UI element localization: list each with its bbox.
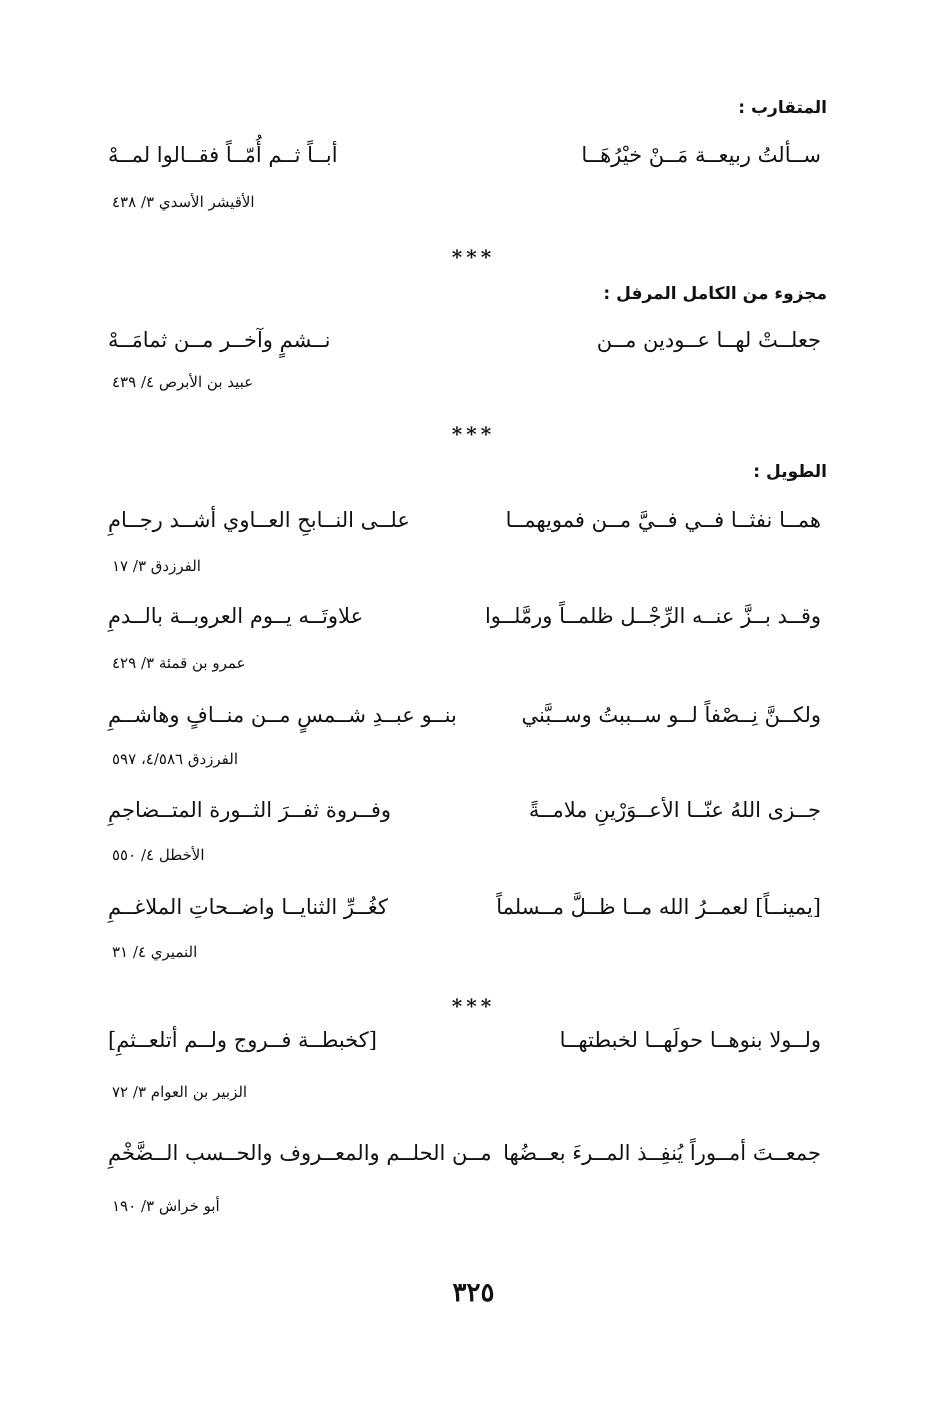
verse-second-hemistich: كغُــرِّ الثنايــا واضــحاتِ الملاغــمِ [108,895,388,919]
verse-second-hemistich: أبــاً ثــم أُمّــاً فقــالوا لمــهْ [108,143,338,167]
verse-first-hemistich: وقــد بــزَّ عنــه الرِّجْــل ظلمــاً ورمَّلــوا [484,604,821,628]
verse-first-hemistich: ولــولا بنوهــا حولَهــا لخبطتهــا [559,1028,821,1052]
verse-second-hemistich: بنــو عبــدِ شــمسٍ مــن منــافٍ وهاشــمِ [108,703,457,727]
verse-second-hemistich: وفــروة ثفــرَ الثــورة المتــضاجمِ [108,798,392,822]
verse-second-hemistich: [كخبطــة فــروج ولــم أتلعــثمِ] [108,1028,377,1052]
verse-second-hemistich: علــى النــابحِ العــاوي أشــد رجــامِ [108,508,410,532]
meter-heading-mutaqarib: المتقارب : [738,98,827,118]
section-separator: *** [451,994,496,1018]
verse-first-hemistich: ســألتُ ربيعــة مَــنْ خيْرُهَــا [581,143,821,167]
verse-source: الأقيشر الأسدي ٣/ ٤٣٨ [112,193,255,211]
verse-source: عبيد بن الأبرص ٤/ ٤٣٩ [112,373,254,391]
verse-first-hemistich: همــا نفثــا فــي فــيَّ مــن فمويهمــا [505,508,821,532]
section-separator: *** [451,245,496,269]
meter-heading-tawil: الطويل : [753,462,827,482]
verse-first-hemistich: ولكــنَّ نِــصْفاً لــو ســببتُ وســبَّني [521,703,821,727]
verse-source: الزبير بن العوام ٣/ ٧٢ [112,1083,248,1101]
section-separator: *** [451,422,496,446]
verse-source: أبو خراش ٣/ ١٩٠ [112,1197,220,1215]
verse-source: الفرزدق ٣/ ١٧ [112,557,201,575]
verse-first-hemistich: جعلــتْ لهــا عــودين مــن [596,328,821,352]
verse-source: الفرزدق ٤/٥٨٦، ٥٩٧ [112,750,238,768]
verse-first-hemistich: جمعــتَ أمــوراً يُنفِــذ المــرءَ بعــضُها [503,1141,821,1165]
verse-source: عمرو بن قمئة ٣/ ٤٢٩ [112,654,246,672]
verse-source: النميري ٤/ ٣١ [112,943,198,961]
meter-heading-kamil: مجزوء من الكامل المرفل : [603,284,827,304]
page-number: ٣٢٥ [452,1278,495,1308]
verse-first-hemistich: [يمينــاً] لعمــرُ الله مــا ظــلَّ مــسلماً [496,895,821,919]
verse-first-hemistich: جــزى اللهُ عنّــا الأعــوَرْينِ ملامــةً [528,798,821,822]
verse-source: الأخطل ٤/ ٥٥٠ [112,846,205,864]
verse-second-hemistich: نــشمٍ وآخــر مــن ثمامَــهْ [108,328,331,352]
verse-second-hemistich: علاوتَــه يــوم العروبــة بالــدمِ [108,604,364,628]
verse-second-hemistich: مــن الحلــم والمعــروف والحــسب الــضَّخْمِ [108,1141,492,1165]
